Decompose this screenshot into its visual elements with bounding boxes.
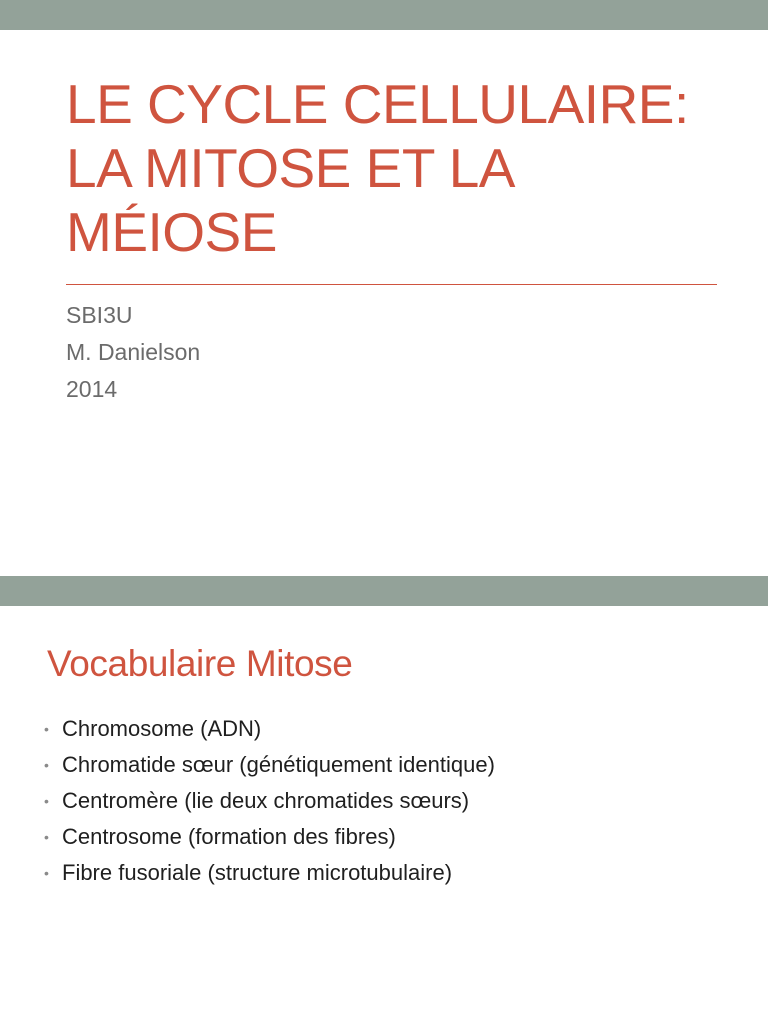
list-item: [44, 821, 495, 857]
top-band: [0, 0, 768, 30]
subtitle-block: [66, 297, 200, 408]
list-item: [44, 785, 495, 821]
list-item-text: Centrosome (formation des fibres): [62, 824, 396, 849]
list-item-text: Fibre fusoriale (structure microtubulaire): [62, 860, 453, 885]
vocabulary-heading: Vocabulaire Mitose: [47, 643, 353, 684]
list-item: [44, 749, 495, 785]
year: 2014: [66, 376, 118, 402]
list-item: [44, 713, 495, 749]
bullet-icon: •: [44, 721, 49, 737]
top-band: [0, 576, 768, 606]
bullet-icon: •: [44, 829, 49, 845]
list-item-text: Centromère (lie deux chromatides sœurs): [62, 788, 470, 813]
author-name: M. Danielson: [66, 339, 201, 365]
title-line: MÉIOSE: [66, 201, 277, 263]
title-line: LE CYCLE CELLULAIRE:: [66, 73, 689, 135]
title-divider: [66, 284, 717, 285]
bullet-icon: •: [44, 793, 49, 809]
title-line: LA MITOSE ET LA: [66, 137, 515, 199]
list-item-text: Chromosome (ADN): [62, 716, 262, 741]
course-code: SBI3U: [66, 302, 133, 328]
bullet-icon: •: [44, 865, 49, 881]
list-item: [44, 857, 495, 893]
slide-title-heading: [66, 72, 746, 264]
bullet-icon: •: [44, 757, 49, 773]
list-item-text: Chromatide sœur (génétiquement identique): [62, 752, 495, 777]
vocabulary-list: [44, 713, 495, 893]
